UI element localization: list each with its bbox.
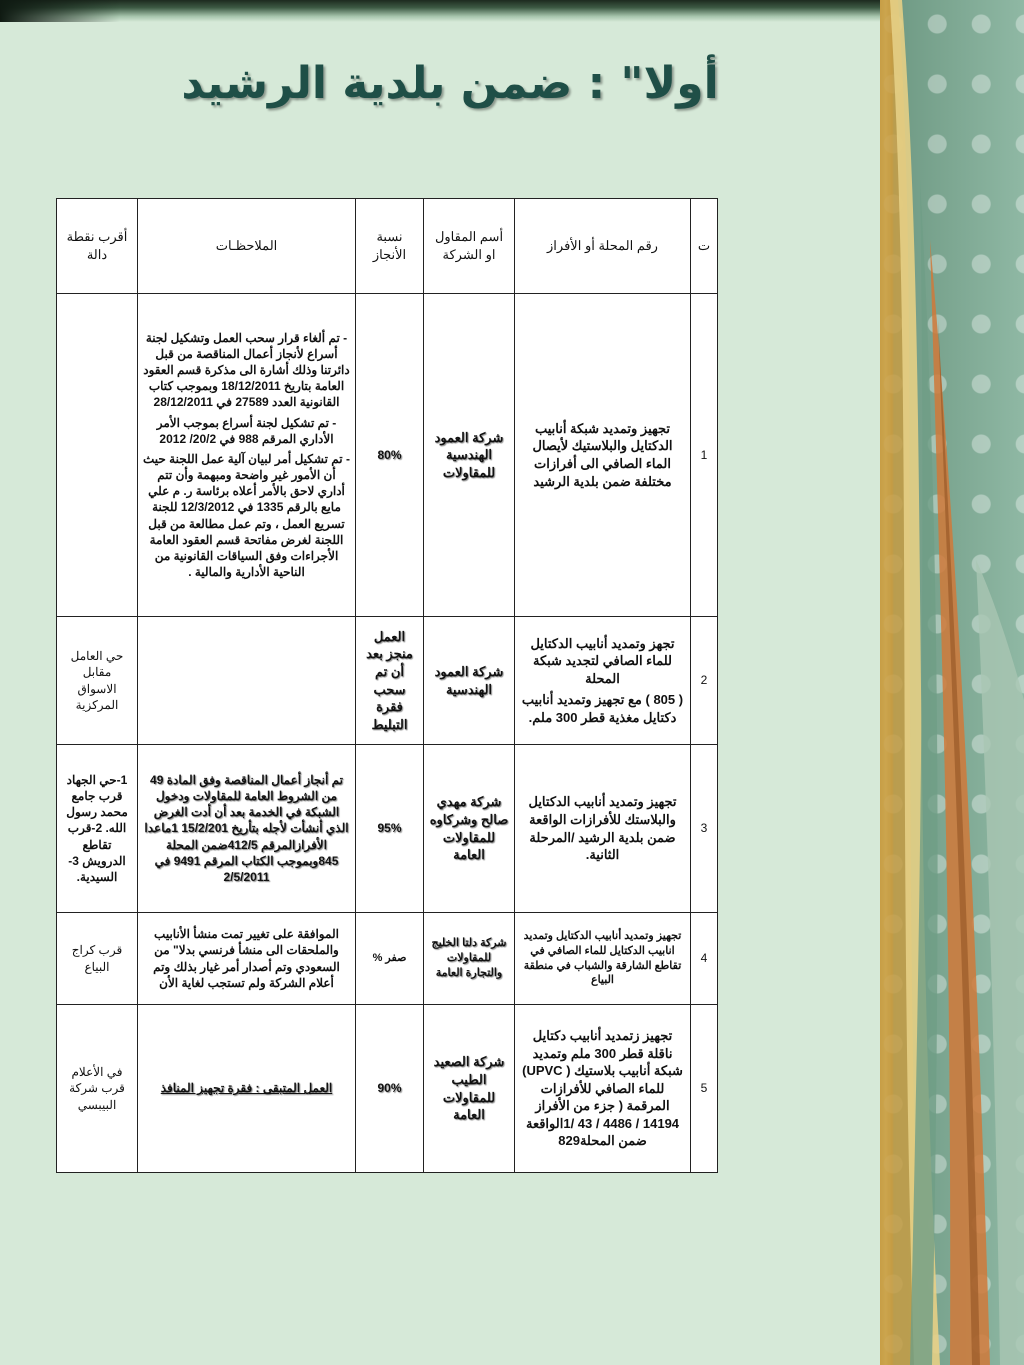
note-item: - تم تشكيل أمر لبيان آلية عمل اللجنة حيث أن الأمور غير واضحة ومبهمة وأن تتم أداري لاحق بالأمر أعلاه برئاسة ر. م علي مايع بالرقم 1335 في 12/3/2012 للجنة تسريع العمل ، وتم عمل مطالعة من قبل اللجنة لغرض مفاتحة قسم العقود العامة الأجراءات وفق السياقات القانونية من الناحية الأدارية والمالية . bbox=[143, 451, 350, 580]
project-line: تجهز وتمديد أنابيب الدكتايل للماء الصافي لتجديد شبكة المحلة bbox=[530, 635, 675, 686]
top-frame-bar bbox=[0, 0, 880, 22]
header-notes: الملاحظـات bbox=[138, 199, 356, 294]
drape-decoration bbox=[880, 0, 1024, 1365]
row-number: 2 bbox=[691, 617, 718, 745]
landmark-cell: في الأعلام قرب شركة البيبسي bbox=[57, 1005, 138, 1173]
projects-table bbox=[56, 198, 718, 1173]
notes-cell: الموافقة على تغيير تمت منشأ الأنابيب والملحقات الى منشأ فرنسي بدلا" من السعودي وتم أصدار أمر غيار بذلك وتم أعلام الشركة ولم تستجب لغاية الأن bbox=[138, 913, 356, 1005]
table-header-row bbox=[57, 199, 718, 294]
page-title: أولا" : ضمن بلدية الرشيد bbox=[181, 58, 719, 109]
contractor-name: شركة مهدي صالح وشركاوه للمقاولات العامة bbox=[424, 745, 515, 913]
contractor-name: شركة العمود الهندسية للمقاولات bbox=[424, 294, 515, 617]
table-row bbox=[57, 617, 718, 745]
project-description bbox=[515, 617, 691, 745]
table-row bbox=[57, 1005, 718, 1173]
header-num: ت bbox=[691, 199, 718, 294]
progress-value: 95% bbox=[356, 745, 424, 913]
progress-value: 90% bbox=[356, 1005, 424, 1173]
contractor-name: شركة الصعيد الطيب للمقاولات العامة bbox=[424, 1005, 515, 1173]
progress-value: صفر % bbox=[356, 913, 424, 1005]
notes-cell bbox=[138, 294, 356, 617]
progress-value: 80% bbox=[356, 294, 424, 617]
contractor-name: شركة العمود الهندسية bbox=[424, 617, 515, 745]
note-item: - تم ألغاء قرار سحب العمل وتشكيل لجنة أسراع لأنجاز أعمال المناقصة من قبل دائرتنا وذلك أشارة الى مذكرة قسم العقود العامة بتاريخ 18/12/2011 وبموجب كتاب القانونية العدد 27589 في 28/12/2011 bbox=[143, 330, 350, 410]
contractor-name: شركة دلتا الخليج للمقاولات والتجارة العامة bbox=[424, 913, 515, 1005]
row-number: 3 bbox=[691, 745, 718, 913]
table-row bbox=[57, 745, 718, 913]
header-landmark: أقرب نقطة دالة bbox=[57, 199, 138, 294]
project-description: تجهيز وتمديد أنابيب الدكتايل والبلاستك للأفرازات الواقعة ضمن بلدية الرشيد /المرحلة الثانية. bbox=[515, 745, 691, 913]
project-line: ( 805 ) مع تجهيز وتمديد أنابيب دكتايل مغذية قطر 300 ملم. bbox=[521, 692, 684, 725]
row-number: 1 bbox=[691, 294, 718, 617]
notes-cell: تم أنجاز أعمال المناقصة وفق المادة 49 من الشروط العامة للمقاولات ودخول الشبكة في الخدمة بعد أن أدت الغرض الذي أنشأت لأجله بتأريخ 15/2/201 1ماعدا الأفرازالمرقم 412/5ضمن المحلة 845وبموجب الكتاب المرقم 9491 في 2/5/2011 bbox=[138, 745, 356, 913]
header-project: رقم المحلة أو الأفراز bbox=[515, 199, 691, 294]
decorative-side-panel bbox=[880, 0, 1024, 1365]
notes-cell bbox=[138, 617, 356, 745]
row-number: 4 bbox=[691, 913, 718, 1005]
landmark-cell: 1-حي الجهاد قرب جامع محمد رسول الله. 2-قرب تقاطع الدرويش 3-السيدية. bbox=[57, 745, 138, 913]
landmark-cell: حي العامل مقابل الاسواق المركزية bbox=[57, 617, 138, 745]
project-description: تجهيز وتمديد أنابيب الدكتايل وتمديد انابيب الدكتايل للماء الصافي في تقاطع الشارقة والشباب في منطقة البياع bbox=[515, 913, 691, 1005]
table-row bbox=[57, 294, 718, 617]
progress-value: العمل منجز بعد أن تم سحب فقرة التبليط bbox=[356, 617, 424, 745]
landmark-cell bbox=[57, 294, 138, 617]
project-description: تجهيز وتمديد شبكة أنابيب الدكتايل والبلاستيك لأيصال الماء الصافي الى أفرازات مختلفة ضمن بلدية الرشيد bbox=[515, 294, 691, 617]
row-number: 5 bbox=[691, 1005, 718, 1173]
landmark-cell: قرب كراج البياع bbox=[57, 913, 138, 1005]
note-item: - تم تشكيل لجنة أسراع بموجب الأمر الأداري المرقم 988 في 20/2/ 2012 bbox=[156, 415, 337, 446]
project-description: تجهيز زتمديد أنابيب دكتايل ناقلة قطر 300 ملم وتمديد شبكة أنابيب بلاستيك ( UPVC) للماء الصافي للأفرازات المرقمة ( جزء من الأفراز 14194 / 4486 / 43 /1الواقعة ضمن المحلة829 bbox=[515, 1005, 691, 1173]
header-progress: نسبة الأنجاز bbox=[356, 199, 424, 294]
header-contractor: أسم المقاول او الشركة bbox=[424, 199, 515, 294]
notes-cell: العمل المتبقى : فقرة تجهيز المنافذ bbox=[138, 1005, 356, 1173]
table-row bbox=[57, 913, 718, 1005]
